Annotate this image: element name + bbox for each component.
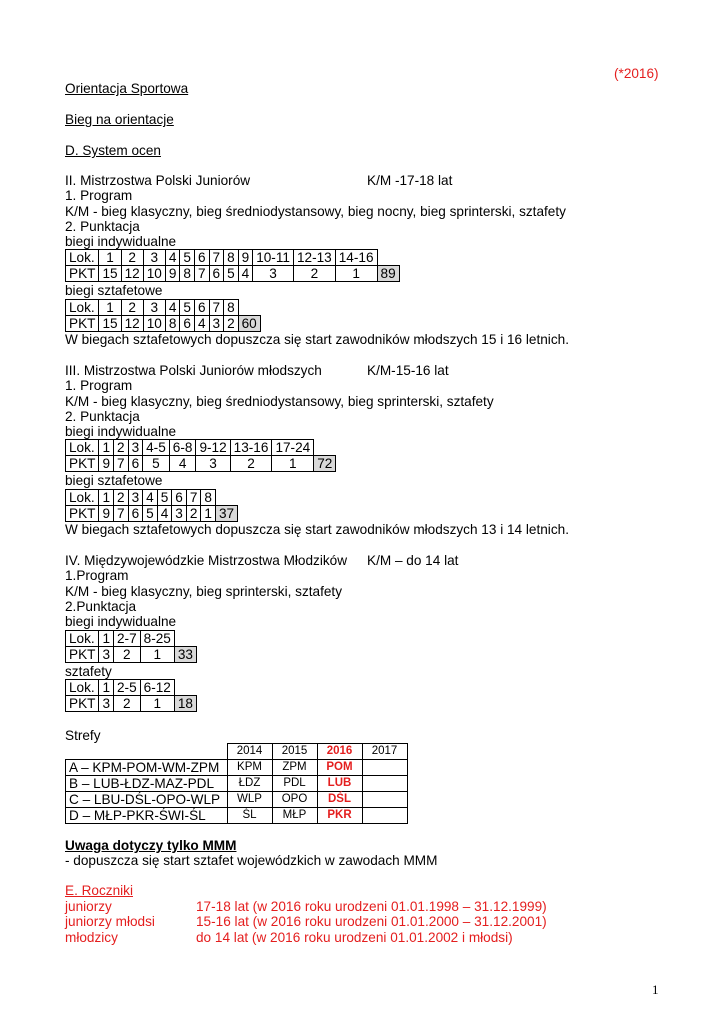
table-cell: 6-8 xyxy=(169,440,196,456)
table-cell: 1 xyxy=(272,456,314,472)
table-cell: 8 xyxy=(180,266,195,282)
spacer-cell xyxy=(238,300,260,316)
table-cell: 1 xyxy=(201,506,216,522)
table-cell: 17-24 xyxy=(272,440,314,456)
total-points-cell: 89 xyxy=(377,266,399,282)
table-cell: 10 xyxy=(143,316,165,332)
table-cell: 9 xyxy=(165,266,180,282)
table-cell: 3 xyxy=(128,440,143,456)
sec4-title: IV. Międzywojewódzkie Mistrzostwa Młodzików xyxy=(65,553,348,568)
table-cell: 14-16 xyxy=(335,250,377,266)
sec3-punktacja-heading: 2. Punktacja xyxy=(65,409,140,424)
sec3-individual-table xyxy=(65,439,336,472)
sec3-program-heading: 1. Program xyxy=(65,378,133,393)
sec2-individual-table xyxy=(65,249,400,282)
table-cell: 2 xyxy=(121,250,143,266)
sec2-relay-table xyxy=(65,299,261,332)
sec3-ind-label: biegi indywidualne xyxy=(65,424,177,439)
roczniki-title: E. Roczniki xyxy=(65,883,133,898)
table-cell: 5 xyxy=(180,250,195,266)
sec4-program-heading: 1.Program xyxy=(65,568,129,583)
table-cell: 12-13 xyxy=(293,250,335,266)
region-cell: A – KPM-POM-WM-ZPM xyxy=(66,760,228,776)
table-cell: 6 xyxy=(172,490,187,506)
table-cell: 3 xyxy=(99,696,114,712)
table-cell: 5 xyxy=(180,300,195,316)
total-points-cell: 72 xyxy=(314,456,336,472)
table-cell: 15 xyxy=(99,316,121,332)
row-header-cell: PKT xyxy=(66,506,99,522)
corner-cell xyxy=(66,744,228,760)
total-points-cell: 33 xyxy=(174,647,196,663)
table-cell: 4-5 xyxy=(143,440,170,456)
table-cell: 15 xyxy=(99,266,121,282)
sec4-ind-label: biegi indywidualne xyxy=(65,614,177,629)
table-cell: 8 xyxy=(224,300,239,316)
table-cell: 12 xyxy=(121,316,143,332)
table-cell: 8 xyxy=(201,490,216,506)
table-cell: 4 xyxy=(194,316,209,332)
sec3-program: K/M - bieg klasyczny, bieg średniodystansowy, bieg sprinterski, sztafety xyxy=(65,394,494,409)
spacer-cell xyxy=(174,631,196,647)
row-header-cell: PKT xyxy=(66,647,99,663)
organizer-cell xyxy=(362,776,407,792)
table-cell: 4 xyxy=(143,490,158,506)
table-cell: 6-12 xyxy=(140,680,174,696)
pkt-row xyxy=(66,456,336,472)
table-cell: 2 xyxy=(114,696,141,712)
table-cell: 2 xyxy=(230,456,272,472)
table-cell: 2 xyxy=(121,300,143,316)
table-cell: 7 xyxy=(194,266,209,282)
spacer-cell xyxy=(174,680,196,696)
organizer-cell: MŁP xyxy=(272,808,317,824)
sec2-age: K/M -17-18 lat xyxy=(367,173,453,188)
sec4-relay-table xyxy=(65,679,197,712)
total-points-cell: 18 xyxy=(174,696,196,712)
pkt-row xyxy=(66,647,197,663)
sec4-relay-label: sztafety xyxy=(65,664,112,679)
table-cell: 4 xyxy=(238,266,253,282)
strefy-row xyxy=(66,776,408,792)
table-cell: 3 xyxy=(143,250,165,266)
table-cell: 2 xyxy=(224,316,239,332)
table-cell: 6 xyxy=(128,456,143,472)
header-year: (*2016) xyxy=(614,66,659,81)
sec4-age: K/M – do 14 lat xyxy=(367,553,459,568)
sec2-title: II. Mistrzostwa Polski Juniorów xyxy=(65,173,251,188)
table-cell: 4 xyxy=(165,300,180,316)
region-cell: D – MŁP-PKR-ŚWI-ŚL xyxy=(66,808,228,824)
pkt-row xyxy=(66,506,238,522)
table-cell: 5 xyxy=(143,456,170,472)
row-header-cell: PKT xyxy=(66,456,99,472)
table-cell: 9 xyxy=(238,250,253,266)
sec2-relay-label: biegi sztafetowe xyxy=(65,283,163,298)
lok-row xyxy=(66,440,336,456)
organizer-cell: DŚL xyxy=(317,792,362,808)
table-cell: 6 xyxy=(209,266,224,282)
table-cell: 2 xyxy=(114,440,129,456)
table-cell: 1 xyxy=(335,266,377,282)
total-points-cell: 60 xyxy=(238,316,260,332)
lok-row xyxy=(66,631,197,647)
sec3-note: W biegach sztafetowych dopuszcza się start zawodników młodszych 13 i 14 letnich. xyxy=(65,522,569,537)
table-cell: 3 xyxy=(143,300,165,316)
rocznik-name: juniorzy młodsi xyxy=(65,914,155,929)
strefy-row xyxy=(66,760,408,776)
organizer-cell: PKR xyxy=(317,808,362,824)
table-cell: 13-16 xyxy=(230,440,272,456)
table-cell: 7 xyxy=(209,250,224,266)
table-cell: 9-12 xyxy=(196,440,230,456)
organizer-cell xyxy=(362,808,407,824)
table-cell: 3 xyxy=(172,506,187,522)
pkt-row xyxy=(66,316,261,332)
table-cell: 2-5 xyxy=(114,680,141,696)
year-header-cell: 2014 xyxy=(227,744,272,760)
table-cell: 6 xyxy=(128,506,143,522)
table-cell: 3 xyxy=(253,266,294,282)
row-header-cell: PKT xyxy=(66,316,99,332)
table-cell: 5 xyxy=(143,506,158,522)
table-cell: 3 xyxy=(99,647,114,663)
sec2-program: K/M - bieg klasyczny, bieg średniodystansowy, bieg nocny, bieg sprinterski, sztafety xyxy=(65,204,566,219)
rocznik-desc: 17-18 lat (w 2016 roku urodzeni 01.01.1998 – 31.12.1999) xyxy=(196,899,547,914)
spacer-cell xyxy=(314,440,336,456)
table-cell: 7 xyxy=(209,300,224,316)
row-header-cell: Lok. xyxy=(66,631,99,647)
uwaga-title: Uwaga dotyczy tylko MMM xyxy=(65,838,237,853)
sec3-title: III. Mistrzostwa Polski Juniorów młodszych xyxy=(65,363,322,378)
sec3-age: K/M-15-16 lat xyxy=(367,363,449,378)
total-points-cell: 37 xyxy=(215,506,237,522)
row-header-cell: PKT xyxy=(66,266,99,282)
organizer-cell xyxy=(362,760,407,776)
strefy-label: Strefy xyxy=(65,728,101,743)
sec3-relay-table xyxy=(65,489,238,522)
table-cell: 1 xyxy=(99,631,114,647)
region-cell: C – LBU-DŚL-OPO-WLP xyxy=(66,792,228,808)
rocznik-desc: 15-16 lat (w 2016 roku urodzeni 01.01.2000 – 31.12.2001) xyxy=(196,914,547,929)
table-cell: 5 xyxy=(224,266,239,282)
year-header-cell: 2015 xyxy=(272,744,317,760)
rocznik-desc: do 14 lat (w 2016 roku urodzeni 01.01.2002 i młodsi) xyxy=(196,930,513,945)
table-cell: 1 xyxy=(99,680,114,696)
organizer-cell: ŚL xyxy=(227,808,272,824)
sec3-relay-label: biegi sztafetowe xyxy=(65,473,163,488)
year-header-cell: 2016 xyxy=(317,744,362,760)
table-cell: 6 xyxy=(180,316,195,332)
sec4-punktacja-heading: 2.Punktacja xyxy=(65,599,137,614)
year-header-cell: 2017 xyxy=(362,744,407,760)
table-cell: 2 xyxy=(114,490,129,506)
uwaga-text: - dopuszcza się start sztafet wojewódzkich w zawodach MMM xyxy=(65,853,438,868)
table-cell: 4 xyxy=(157,506,172,522)
organizer-cell xyxy=(362,792,407,808)
spacer-cell xyxy=(377,250,399,266)
lok-row xyxy=(66,300,261,316)
table-cell: 2 xyxy=(293,266,335,282)
table-cell: 4 xyxy=(169,456,196,472)
region-cell: B – LUB-ŁDZ-MAZ-PDL xyxy=(66,776,228,792)
sec2-ind-label: biegi indywidualne xyxy=(65,234,177,249)
row-header-cell: Lok. xyxy=(66,490,99,506)
doc-subtitle: Bieg na orientacje xyxy=(65,112,174,127)
table-cell: 5 xyxy=(157,490,172,506)
rocznik-name: juniorzy xyxy=(65,899,112,914)
table-cell: 3 xyxy=(128,490,143,506)
table-cell: 2-7 xyxy=(114,631,141,647)
lok-row xyxy=(66,680,197,696)
pkt-row xyxy=(66,266,400,282)
strefy-table xyxy=(65,743,408,824)
table-cell: 7 xyxy=(114,456,129,472)
sec2-note: W biegach sztafetowych dopuszcza się start zawodników młodszych 15 i 16 letnich. xyxy=(65,332,569,347)
table-cell: 7 xyxy=(114,506,129,522)
sec2-punktacja-heading: 2. Punktacja xyxy=(65,219,140,234)
organizer-cell: ZPM xyxy=(272,760,317,776)
strefy-row xyxy=(66,792,408,808)
table-cell: 1 xyxy=(140,696,174,712)
table-cell: 2 xyxy=(186,506,201,522)
rocznik-name: młodzicy xyxy=(65,930,118,945)
table-cell: 10 xyxy=(143,266,165,282)
table-cell: 1 xyxy=(99,490,114,506)
pkt-row xyxy=(66,696,197,712)
table-cell: 1 xyxy=(99,300,121,316)
table-cell: 2 xyxy=(114,647,141,663)
row-header-cell: Lok. xyxy=(66,250,99,266)
lok-row xyxy=(66,250,400,266)
table-cell: 6 xyxy=(194,250,209,266)
row-header-cell: Lok. xyxy=(66,300,99,316)
table-cell: 3 xyxy=(209,316,224,332)
sec2-program-heading: 1. Program xyxy=(65,188,133,203)
table-cell: 4 xyxy=(165,250,180,266)
lok-row xyxy=(66,490,238,506)
organizer-cell: PDL xyxy=(272,776,317,792)
table-cell: 8 xyxy=(165,316,180,332)
table-cell: 1 xyxy=(99,440,114,456)
strefy-header-row xyxy=(66,744,408,760)
table-cell: 8-25 xyxy=(140,631,174,647)
table-cell: 12 xyxy=(121,266,143,282)
table-cell: 1 xyxy=(140,647,174,663)
table-cell: 7 xyxy=(186,490,201,506)
doc-title: Orientacja Sportowa xyxy=(65,81,189,96)
strefy-row xyxy=(66,808,408,824)
table-cell: 1 xyxy=(99,250,121,266)
organizer-cell: WLP xyxy=(227,792,272,808)
table-cell: 10-11 xyxy=(253,250,294,266)
organizer-cell: POM xyxy=(317,760,362,776)
page-number: 1 xyxy=(652,982,659,997)
table-cell: 9 xyxy=(99,506,114,522)
organizer-cell: LUB xyxy=(317,776,362,792)
sec4-program: K/M - bieg klasyczny, bieg sprinterski, sztafety xyxy=(65,584,343,599)
spacer-cell xyxy=(215,490,237,506)
section-d-heading: D. System ocen xyxy=(65,143,161,158)
table-cell: 8 xyxy=(224,250,239,266)
organizer-cell: ŁDZ xyxy=(227,776,272,792)
table-cell: 9 xyxy=(99,456,114,472)
organizer-cell: KPM xyxy=(227,760,272,776)
row-header-cell: Lok. xyxy=(66,680,99,696)
row-header-cell: PKT xyxy=(66,696,99,712)
table-cell: 6 xyxy=(194,300,209,316)
row-header-cell: Lok. xyxy=(66,440,99,456)
sec4-individual-table xyxy=(65,630,197,663)
organizer-cell: OPO xyxy=(272,792,317,808)
table-cell: 3 xyxy=(196,456,230,472)
